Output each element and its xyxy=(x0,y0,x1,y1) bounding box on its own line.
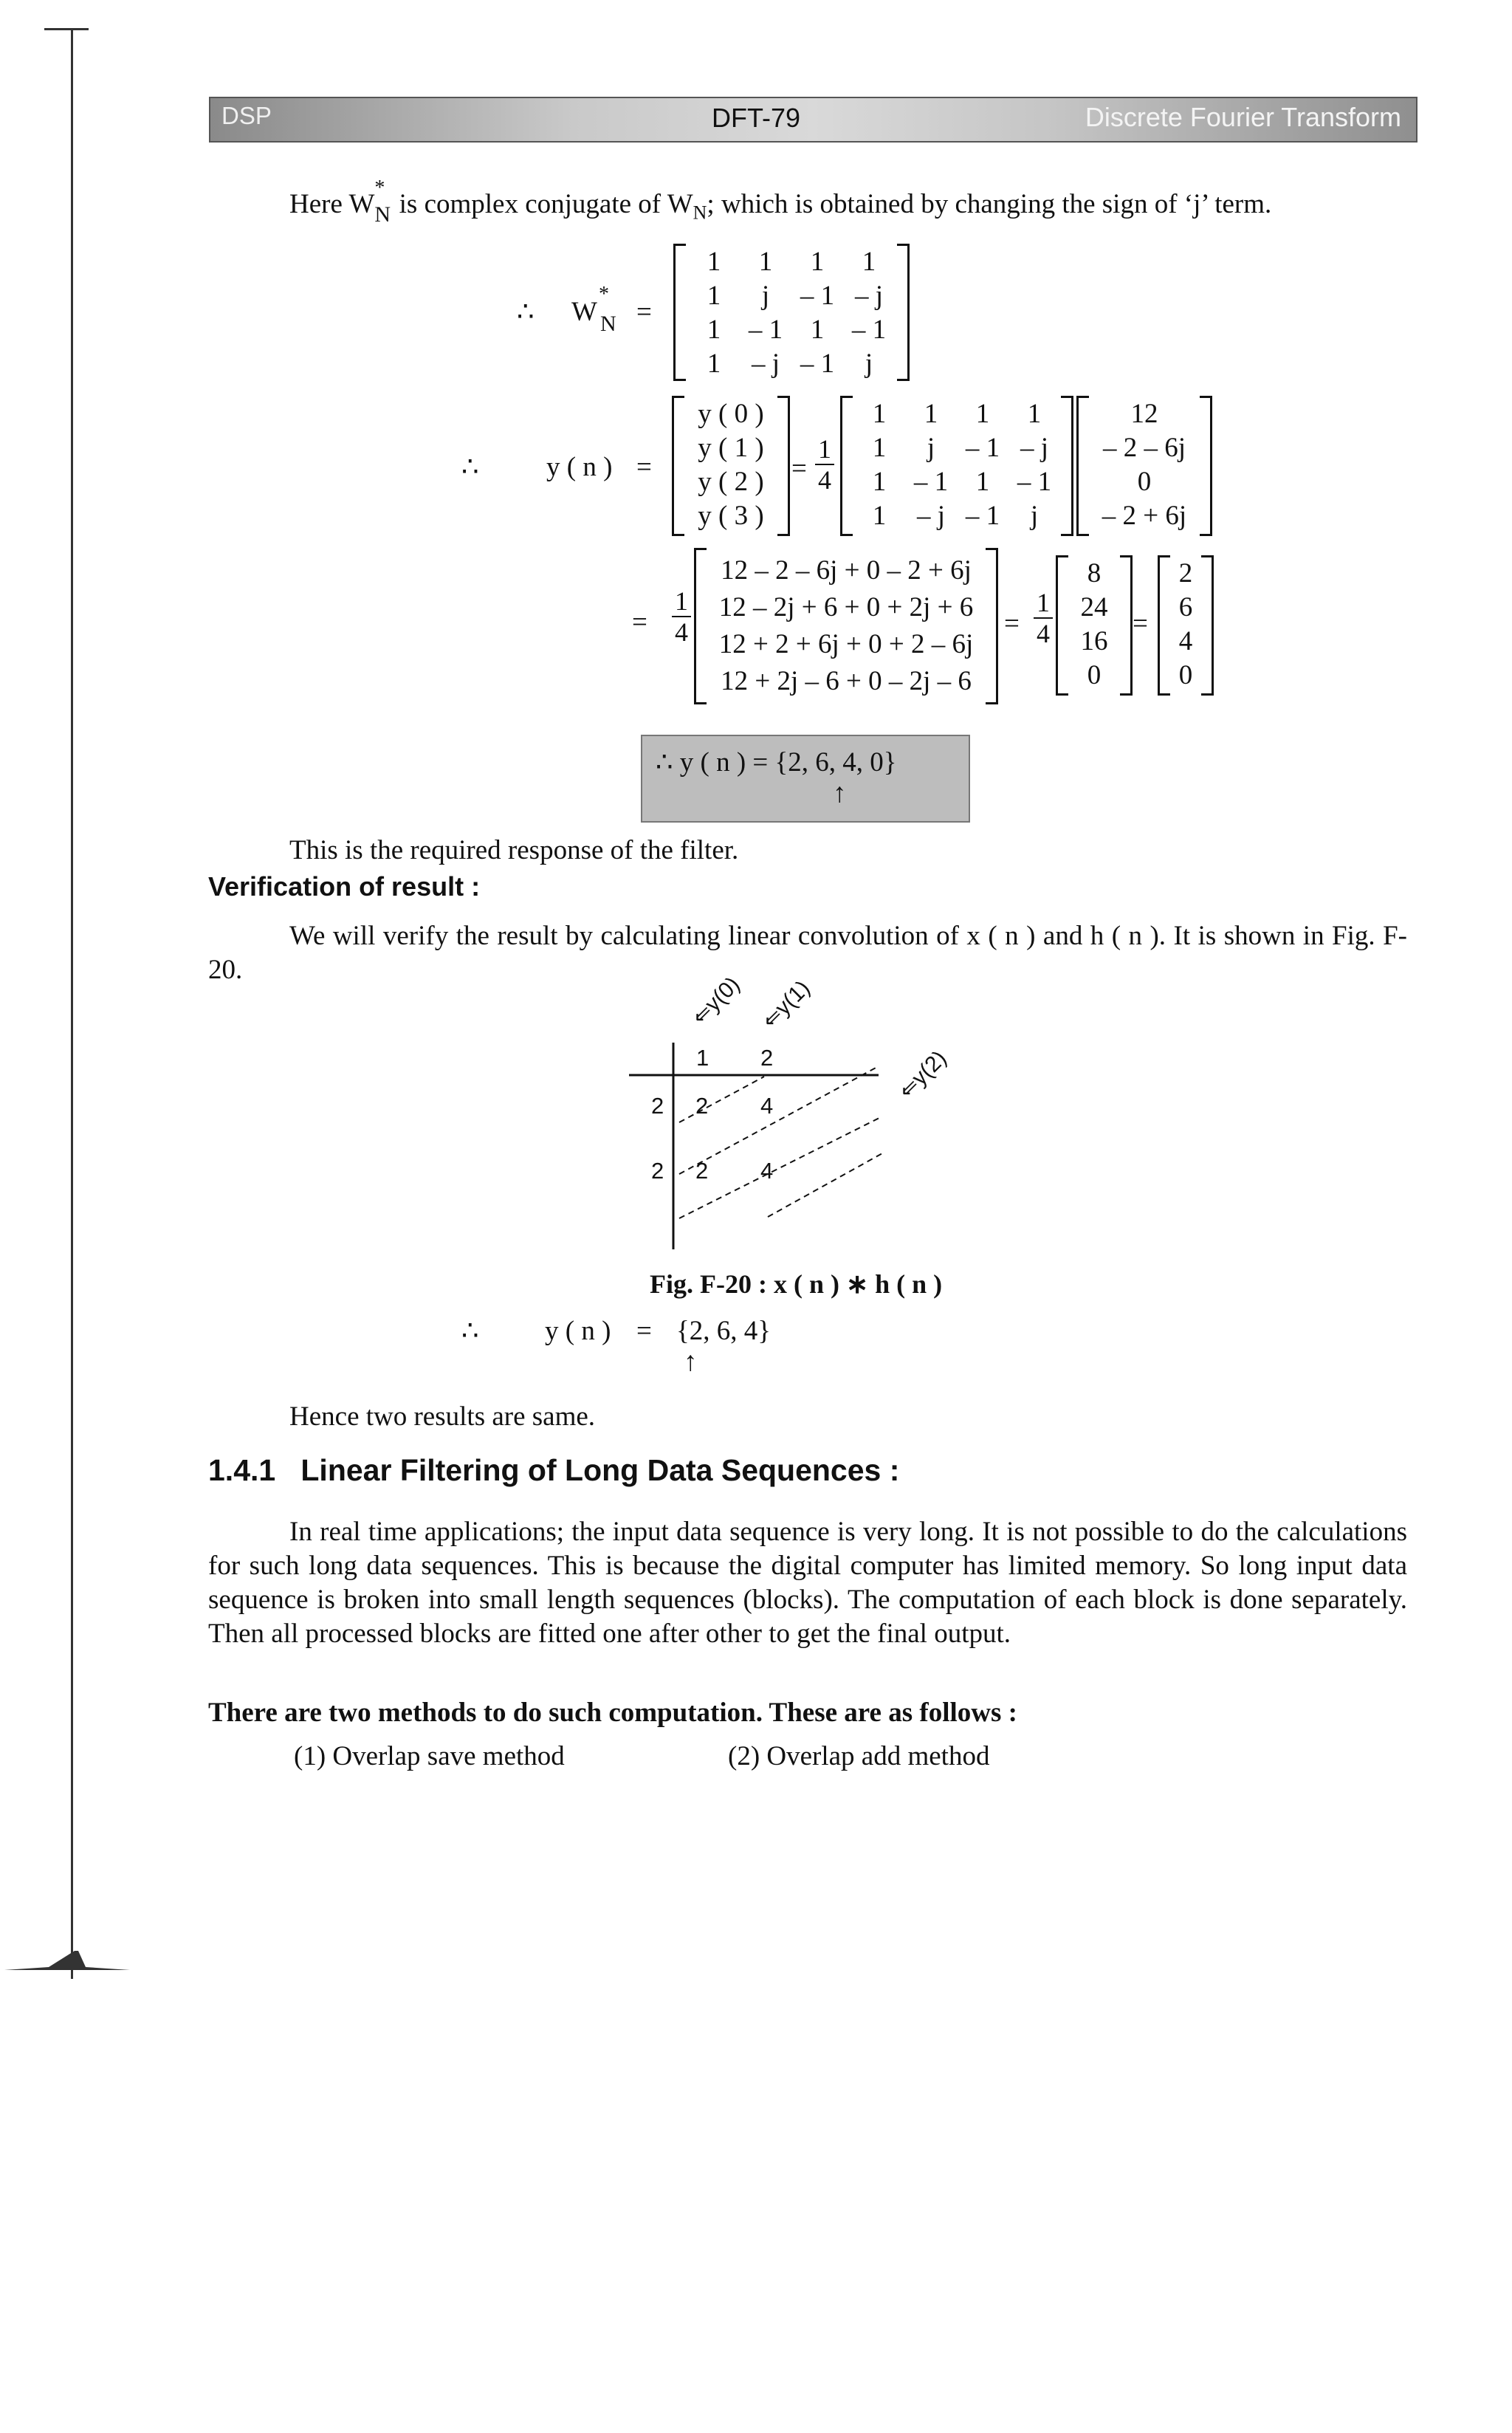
expansion-entry: 12 – 2 – 6j + 0 – 2 + 6j xyxy=(721,555,972,586)
rhs-vector-entry: – 2 – 6j xyxy=(1102,433,1186,463)
fig-label-y2: ⇐y(2) xyxy=(893,1046,952,1104)
yn-eq2: = xyxy=(791,453,807,484)
expansion-vector xyxy=(694,548,998,704)
dft-matrix-cell: 1 xyxy=(975,399,990,429)
binding-mark-top xyxy=(44,28,89,30)
binding-line xyxy=(71,30,73,1979)
wn-conj-cell: – 1 xyxy=(800,349,835,379)
wn-conj-cell: 1 xyxy=(707,281,721,311)
final-vector xyxy=(1158,555,1214,696)
rhs-vector-entry: 12 xyxy=(1130,399,1158,429)
wn-conj-cell: 1 xyxy=(810,315,825,345)
dft-matrix-cell: 1 xyxy=(872,433,887,463)
method-2: (2) Overlap add method xyxy=(728,1741,990,1771)
wn-equals: = xyxy=(636,297,652,327)
fig-top-1: 1 xyxy=(696,1045,709,1071)
fig-cell-2-2: 4 xyxy=(760,1158,774,1184)
result2-value: {2, 6, 4} xyxy=(676,1316,772,1346)
wn-conj-cell: – j xyxy=(854,281,884,311)
sum-vector-entry: 0 xyxy=(1087,660,1102,690)
dft-matrix-cell: 1 xyxy=(872,501,887,531)
wn-conj-cell: j xyxy=(865,349,873,379)
wn-conj-cell: – 1 xyxy=(748,315,783,345)
final-vector-entry: 0 xyxy=(1178,660,1193,690)
methods-intro: There are two methods to do such computation. These are as follows : xyxy=(208,1698,1017,1728)
final-vector-entry: 4 xyxy=(1178,626,1193,656)
final-vector-entry: 2 xyxy=(1178,558,1193,588)
fig-top-2: 2 xyxy=(760,1045,774,1071)
dft-matrix-cell: j xyxy=(927,433,935,463)
result-box-text: ∴ y ( n ) = {2, 6, 4, 0} xyxy=(656,747,897,778)
expansion-entry: 12 + 2j – 6 + 0 – 2j – 6 xyxy=(721,666,972,696)
result2-arrow: ↑ xyxy=(684,1347,698,1377)
section-title: Linear Filtering of Long Data Sequences : xyxy=(300,1453,900,1487)
required-response-text: This is the required response of the filter. xyxy=(289,835,739,865)
expansion-entry: 12 – 2j + 6 + 0 + 2j + 6 xyxy=(718,592,974,622)
dft-matrix-cell: 1 xyxy=(975,467,990,497)
fig-cell-1-1: 2 xyxy=(695,1093,709,1119)
sum-vector xyxy=(1056,555,1133,696)
verification-heading: Verification of result : xyxy=(208,871,481,902)
rhs-vector-entry: – 2 + 6j xyxy=(1102,501,1187,531)
yn-label: y ( n ) xyxy=(546,452,613,482)
yn-vector xyxy=(672,396,790,536)
yn-vector-entry: y ( 1 ) xyxy=(698,433,764,463)
exp-equals: = xyxy=(632,607,647,637)
dft-matrix-cell: 1 xyxy=(1027,399,1042,429)
fig-cell-2-1: 2 xyxy=(695,1158,709,1184)
method-1: (1) Overlap save method xyxy=(294,1741,565,1771)
exp-fraction-2: 1 4 xyxy=(1034,588,1053,648)
sum-vector-entry: 8 xyxy=(1087,558,1102,588)
wn-conj-cell: 1 xyxy=(862,247,876,277)
wn-conj-matrix xyxy=(673,244,910,381)
result-box-arrow: ↑ xyxy=(833,778,847,809)
fig-label-y0: ⇐y(0) xyxy=(687,972,745,1030)
wn-conj-cell: j xyxy=(761,281,770,311)
final-vector-entry: 6 xyxy=(1178,592,1193,622)
dft-matrix-cell: 1 xyxy=(872,399,887,429)
yn-equals: = xyxy=(636,452,652,482)
wn-label: W * N xyxy=(571,283,616,336)
rhs-vector-entry: 0 xyxy=(1137,467,1152,497)
yn-vector-entry: y ( 2 ) xyxy=(698,467,764,497)
yn-fraction: 1 4 xyxy=(815,434,834,495)
binding-foot-mark xyxy=(4,1949,130,1972)
fig-left-1: 2 xyxy=(651,1093,664,1119)
wn-conj-cell: 1 xyxy=(810,247,825,277)
convolution-figure xyxy=(628,982,982,1255)
yn-vector-entry: y ( 0 ) xyxy=(698,399,764,429)
dft-matrix-cell: 1 xyxy=(924,399,938,429)
fig-label-y1: ⇐y(1) xyxy=(757,975,815,1034)
wn-conj-cell: – j xyxy=(751,349,780,379)
sum-vector-entry: 16 xyxy=(1080,626,1108,656)
dft-matrix-cell: – 1 xyxy=(965,433,1000,463)
figure-caption: Fig. F-20 : x ( n ) ∗ h ( n ) xyxy=(650,1269,943,1299)
rhs-vector xyxy=(1076,396,1212,536)
result2-therefore: ∴ xyxy=(461,1316,479,1346)
exp-fraction: 1 4 xyxy=(672,586,691,647)
intro-line: Here W * N is complex conjugate of $W_N$; which is obtained by changing the sign of ‘j’ term. xyxy=(289,176,1272,227)
exp-eq3: = xyxy=(1133,608,1148,639)
dft-matrix-cell: 1 xyxy=(872,467,887,497)
result2-equals: = xyxy=(636,1316,652,1346)
yn-vector-entry: y ( 3 ) xyxy=(698,501,764,531)
yn-therefore: ∴ xyxy=(461,452,479,482)
exp-eq2: = xyxy=(1004,608,1020,639)
dft-matrix-cell: – 1 xyxy=(913,467,949,497)
wn-conj-cell: 1 xyxy=(758,247,773,277)
dft-matrix xyxy=(840,396,1073,536)
wn-conj-cell: 1 xyxy=(707,349,721,379)
page-number: DFT-79 xyxy=(711,103,801,133)
expansion-entry: 12 + 2 + 6j + 0 + 2 – 6j xyxy=(718,629,974,659)
result2-label: y ( n ) xyxy=(545,1316,611,1346)
chapter-title: Discrete Fourier Transform xyxy=(1085,102,1401,132)
header-left-text: DSP xyxy=(221,102,272,129)
wn-conj-cell: 1 xyxy=(707,247,721,277)
dft-matrix-cell: – j xyxy=(916,501,946,531)
fig-left-2: 2 xyxy=(651,1158,664,1184)
verification-text: We will verify the result by calculating linear convolution of x ( n ) and h ( n ). It is shown in Fig. F-20. xyxy=(208,921,1407,985)
dft-matrix-cell: j xyxy=(1030,501,1039,531)
wn-therefore: ∴ xyxy=(517,297,535,327)
dft-matrix-cell: – 1 xyxy=(965,501,1000,531)
same-results-text: Hence two results are same. xyxy=(289,1401,596,1432)
wn-conj-cell: 1 xyxy=(707,315,721,345)
dft-matrix-cell: – j xyxy=(1020,433,1049,463)
fig-cell-1-2: 4 xyxy=(760,1093,774,1119)
section-number: 1.4.1 xyxy=(208,1453,276,1487)
sum-vector-entry: 24 xyxy=(1080,592,1108,622)
wn-conj-cell: – 1 xyxy=(800,281,835,311)
section-heading xyxy=(208,1453,899,1488)
long-sequences-paragraph: In real time applications; the input data sequence is very long. It is not possible to do the calculations for such long data sequences. This is because the digital computer has limited memory. So long input data sequence is broken into small length sequences (blocks). The computation of each block is done separately. Then all processed blocks are fitted one after other to get the final output. xyxy=(208,1517,1407,1649)
wn-conj-cell: – 1 xyxy=(851,315,887,345)
dft-matrix-cell: – 1 xyxy=(1017,467,1052,497)
